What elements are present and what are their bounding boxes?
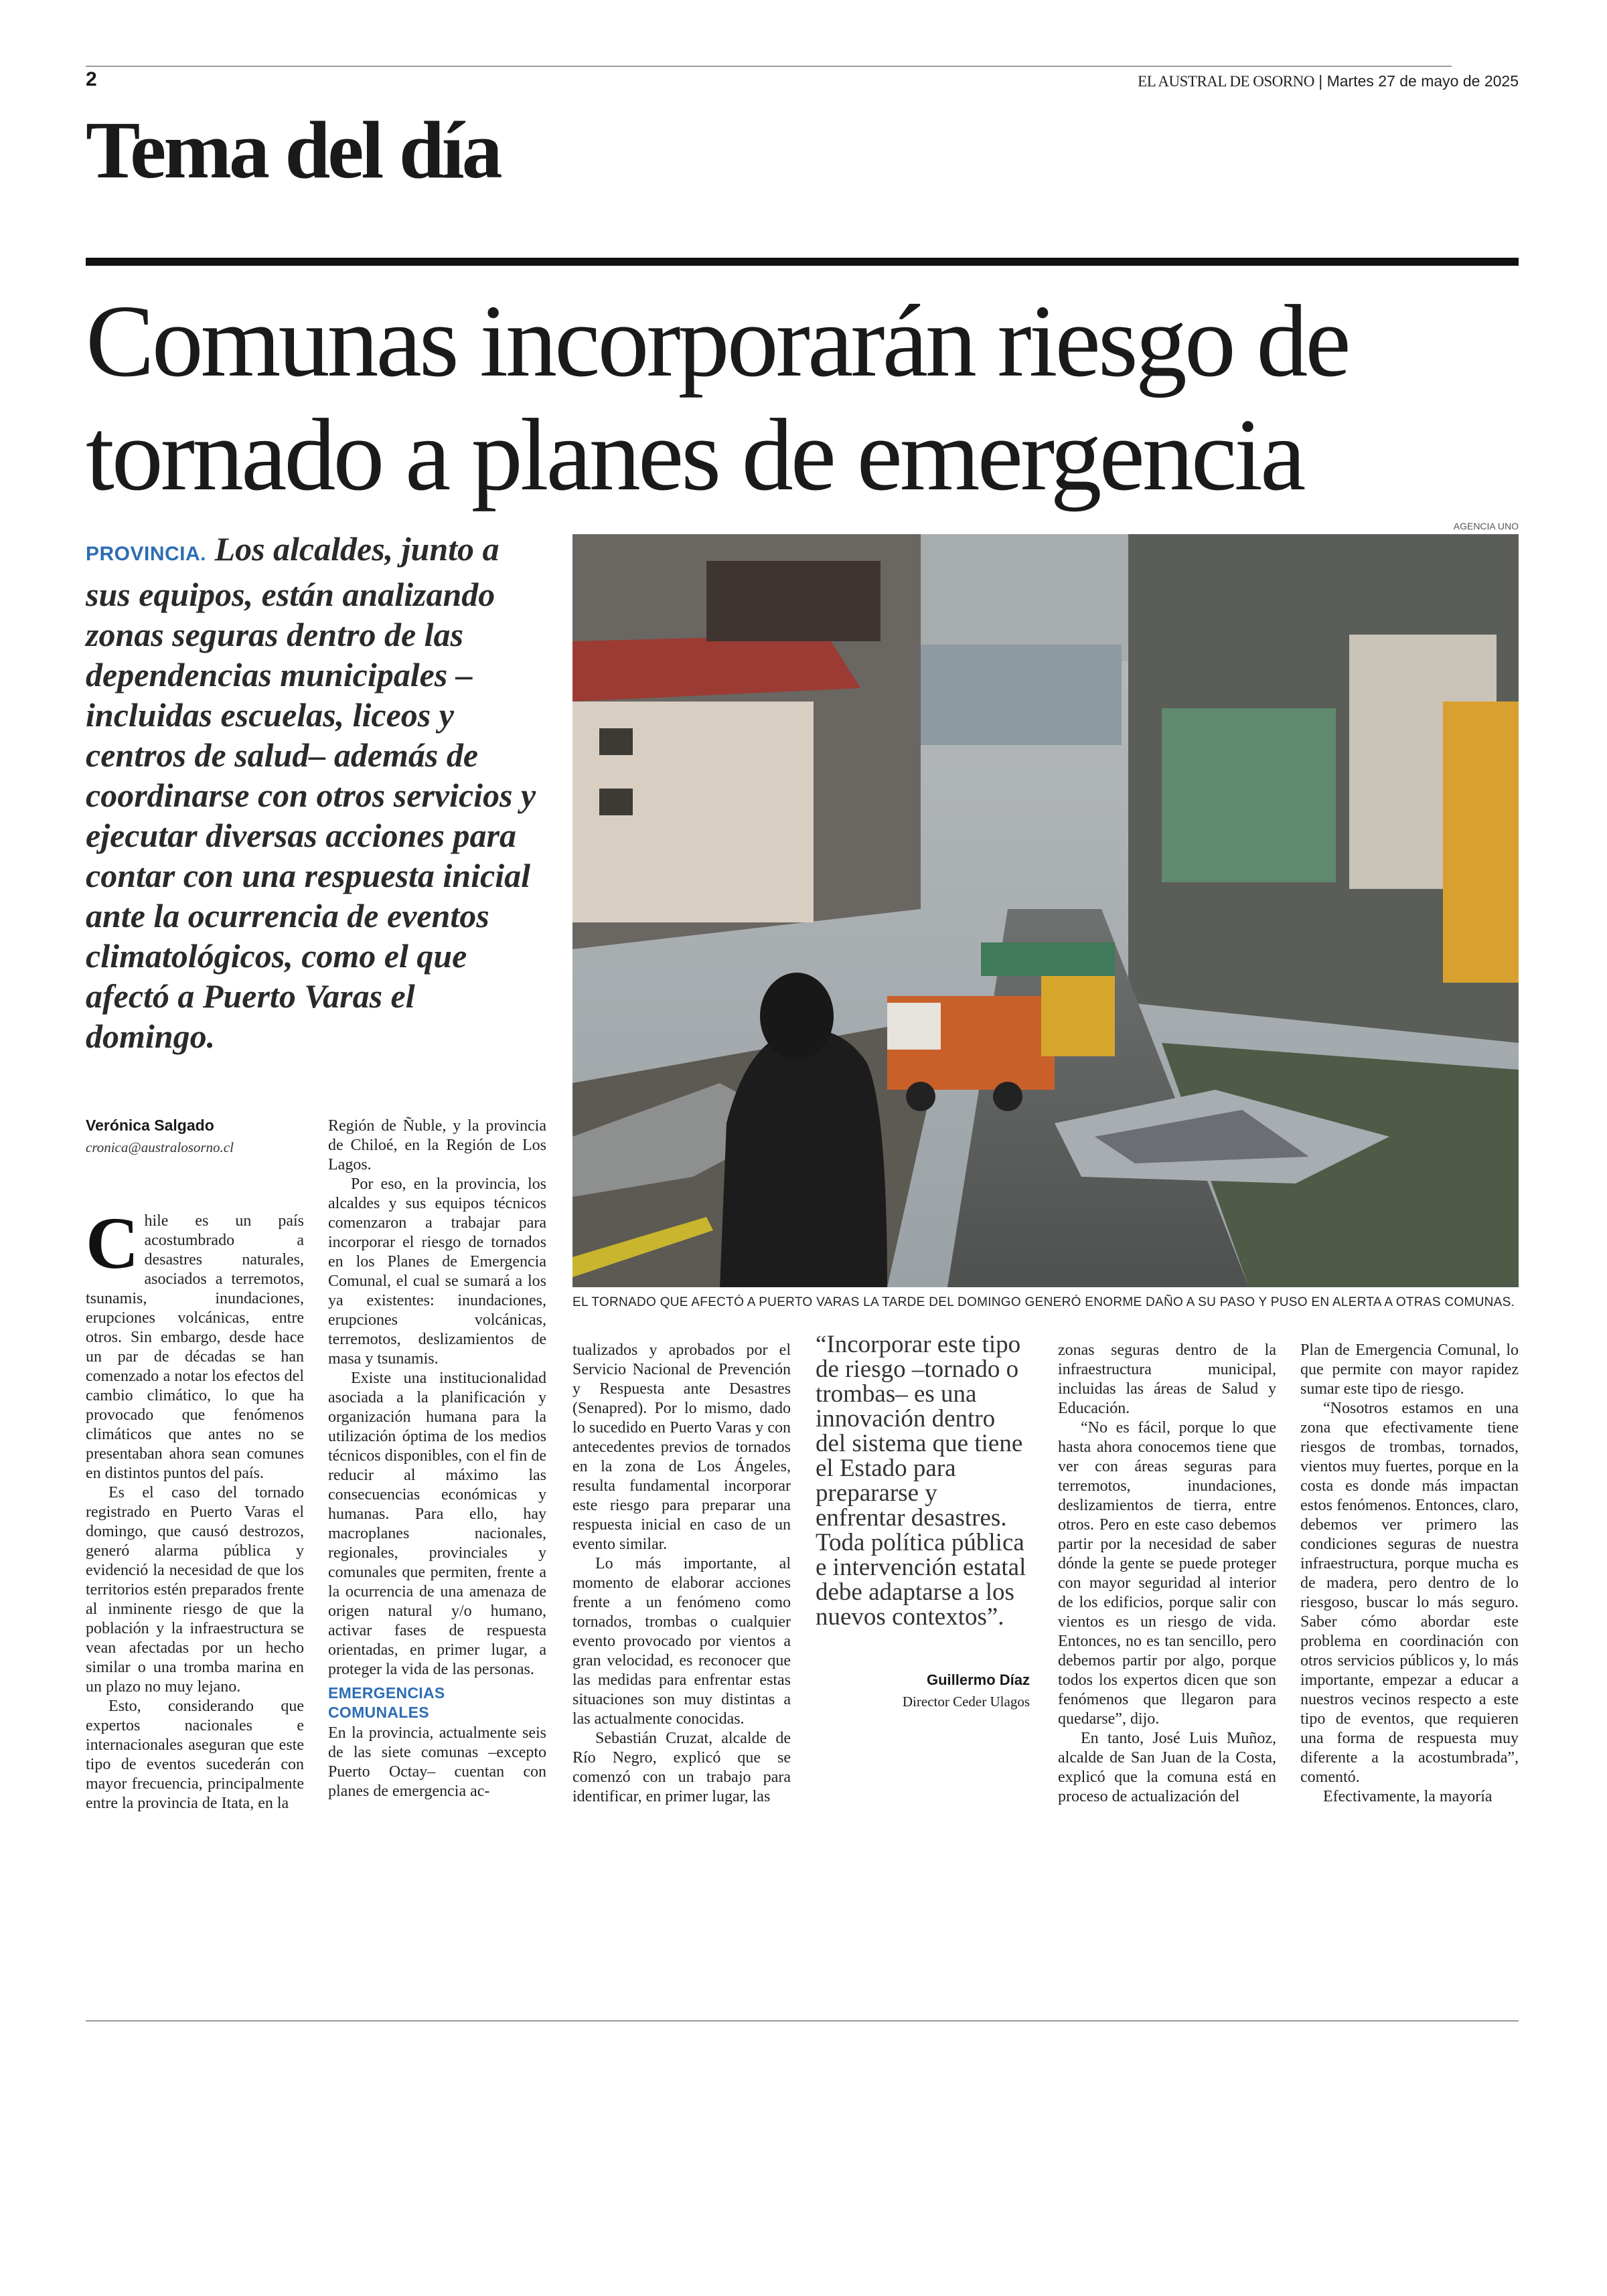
body-paragraph: “No es fácil, porque lo que hasta ahora conocemos tiene que ver con áreas seguras para terremotos, inundaciones, deslizamientos de tierra, entre otros. Pero en este caso debemos partir por la necesidad de saber dónde la gente se puede proteger con mayor seguridad al interior de los edificios, porque salir con vientos es un riesgo de vida. Entonces, no es tan sencillo, pero debemos partir por algo, porque todos los expertos dicen que son fenómenos que llegaron para quedarse”, dijo. <box>1058 1419 1276 1728</box>
body-paragraph: Efectivamente, la mayoría <box>1323 1788 1493 1805</box>
body-paragraph <box>86 1202 304 1483</box>
photo-caption: EL TORNADO QUE AFECTÓ A PUERTO VARAS LA TARDE DEL DOMINGO GENERÓ ENORME DAÑO A SU PASO Y PUSO EN ALERTA A OTRAS COMUNAS. <box>572 1295 1515 1309</box>
pull-quote-role: Director Ceder Ulagos <box>902 1694 1030 1710</box>
body-paragraph: Lo más importante, al momento de elaborar acciones frente a un fenómeno como tornados, trombas o cualquier evento provocado por vientos a gran velocidad, es reconocer que las medidas para enfrentar estas situaciones son muy distintas a las actualmente conocidas. <box>572 1555 791 1728</box>
body-column-1 <box>86 1202 304 1813</box>
body-paragraph: “Nosotros estamos en una zona que efectivamente tiene riesgos de trombas, tornados, vientos muy fuertes, porque en la costa es donde más impactan estos fenómenos. Entonces, claro, debemos ver primero las condiciones seguras de nuestra infraestructura, porque mucha es de madera, pero dentro de lo riesgoso, buscar lo más seguro. Saber cómo abordar este problema en coordinación con otros servicios públicos y, lo más importante, empezar a educar a nuestros vecinos respecto a este tipo de eventos, que requieren una forma de respuesta muy diferente a la acostumbrada”, comentó. <box>1300 1400 1519 1786</box>
body-paragraph: En tanto, José Luis Muñoz, alcalde de San Juan de la Costa, explicó que la comuna está en proceso de actualización del <box>1058 1730 1276 1805</box>
publication-info <box>1138 72 1519 90</box>
publication-name: EL AUSTRAL DE OSORNO <box>1138 73 1314 90</box>
body-paragraph: Plan de Emergencia Comunal, lo que permite con mayor rapidez sumar este tipo de riesgo. <box>1300 1341 1519 1398</box>
body-paragraph: Es el caso del tornado registrado en Puerto Varas el domingo, que causó destrozos, generó alarma pública y evidenció la necesidad de que los territorios estén preparados frente al inminente riesgo de que la población y la infraestructura se vean afectadas por un hecho similar o una tromba marina en un plazo no muy lejano. <box>86 1484 304 1696</box>
body-column-5 <box>1300 1341 1519 1807</box>
lead-paragraph <box>86 529 541 1056</box>
page-number: 2 <box>86 68 97 90</box>
body-column-2 <box>328 1117 546 1801</box>
byline-email: cronica@australosorno.cl <box>86 1139 234 1155</box>
subheading-emergencias: EMERGENCIAS COMUNALES <box>328 1684 445 1721</box>
photo-credit: AGENCIA UNO <box>1453 521 1519 531</box>
publication-date: | Martes 27 de mayo de 2025 <box>1318 72 1519 90</box>
section-title: Tema del día <box>86 105 500 195</box>
body-paragraph: Por eso, en la provincia, los alcaldes y sus equipos técnicos comenzaron a trabajar para incorporar el riesgo de tornados en los Planes de Emergencia Comunal, el cual se sumará a los ya existentes: inundaciones, erupciones volcánicas, terremotos, deslizamientos de masa y tsunamis. <box>328 1175 546 1368</box>
body-paragraph: Región de Ñuble, y la provincia de Chiloé, en la Región de Los Lagos. <box>328 1117 546 1173</box>
lead-kicker: PROVINCIA. <box>86 543 207 565</box>
body-paragraph: Existe una institucionalidad asociada a la planificación y organización humana para la utilización óptima de los medios técnicos disponibles, con el fin de reducir al máximo las consecuencias económicas y humanas. Para ello, hay macroplanes nacionales, regionales, provinciales y comunales que permiten, frente a la ocurrencia de una amenaza de origen natural y/o humano, activar fases de respuesta orientadas, en primer lugar, a proteger la vida de las personas. <box>328 1370 546 1678</box>
bottom-rule <box>86 2020 1519 2022</box>
paragraph-text: hile es un país acostumbrado a desastres naturales, asociados a terremotos, tsunamis, inundaciones, erupciones volcánicas, entre otros. Sin embargo, desde hace un par de décadas se han comenzado a notar los efectos del cambio climático, lo que ha provocado que fenómenos climáticos que antes no se presentaban ahora sean comunes en distintos puntos del país. <box>86 1212 304 1482</box>
body-paragraph: Esto, considerando que expertos nacionales e internacionales aseguran que este tipo de eventos sucederán con mayor frecuencia, principalmente entre la provincia de Itata, en la <box>86 1698 304 1812</box>
body-paragraph: tualizados y aprobados por el Servicio Nacional de Prevención y Respuesta ante Desastres (Senapred). Por lo mismo, dado lo sucedido en Puerto Varas y con antecedentes previos de tornados en la zona de Los Ángeles, resulta fundamental incorporar este riesgo para preparar una respuesta inicial en caso de un evento similar. <box>572 1341 791 1553</box>
section-rule <box>86 258 1519 266</box>
lead-text: Los alcaldes, junto a sus equipos, están analizando zonas seguras dentro de las dependencias municipales –incluidas escuelas, liceos y centros de salud– además de coordinarse con otros servicios y ejecutar diversas acciones para contar con una respuesta inicial ante la ocurrencia de eventos climatológicos, como el que afectó a Puerto Varas el domingo. <box>86 530 536 1055</box>
top-rule <box>86 66 1452 67</box>
body-column-4 <box>1058 1341 1276 1807</box>
byline-author: Verónica Salgado <box>86 1117 214 1134</box>
body-paragraph: zonas seguras dentro de la infraestructura municipal, incluidas las áreas de Salud y Educación. <box>1058 1341 1276 1417</box>
tornado-damage-photo <box>572 534 1519 1287</box>
body-column-3 <box>572 1341 791 1807</box>
pull-quote-author: Guillermo Díaz <box>926 1671 1030 1688</box>
pull-quote: “Incorporar este tipo de riesgo –tornado o trombas– es una innovación dentro del sistema que tiene el Estado para prepararse y enfrentar desastres. Toda política pública e intervención estatal debe adaptarse a los nuevos contextos”. <box>816 1331 1026 1631</box>
body-paragraph: Sebastián Cruzat, alcalde de Río Negro, explicó que se comenzó con un trabajo para identificar, en primer lugar, las <box>572 1730 791 1805</box>
drop-cap: C <box>86 1202 139 1284</box>
photo-illustration <box>572 534 1519 1287</box>
body-paragraph: En la provincia, actualmente seis de las siete comunas –excepto Puerto Octay– cuentan con planes de emergencia ac- <box>328 1724 546 1800</box>
headline: Comunas incorporarán riesgo de tornado a planes de emergencia <box>86 284 1349 512</box>
